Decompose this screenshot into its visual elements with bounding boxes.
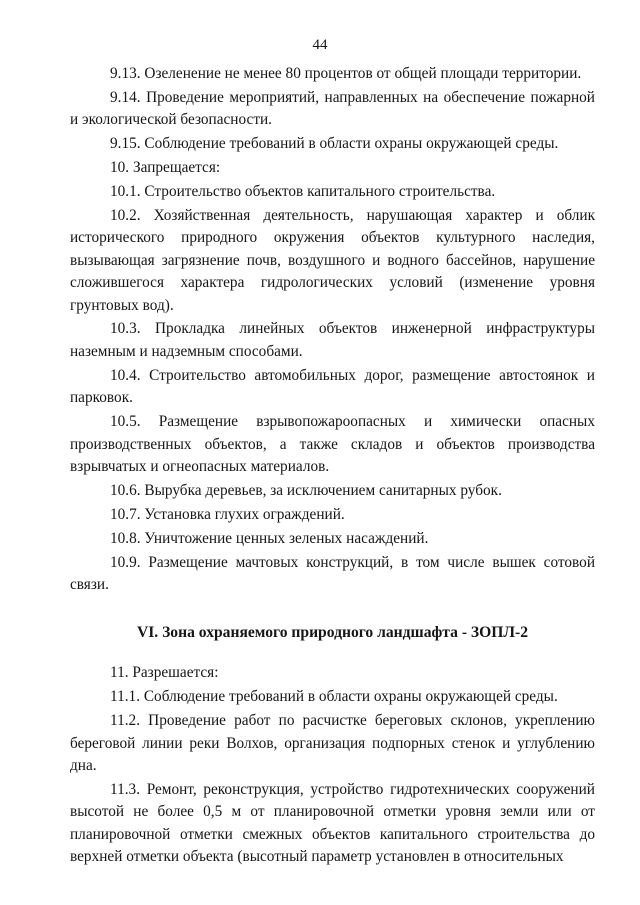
- paragraph-10-heading: 10. Запрещается:: [110, 159, 221, 177]
- paragraph-11-2: 11.2. Проведение работ по расчистке береговых склонов, укреплению береговой линии реки Волхов, организация подпорных стенок и углублению дна.: [70, 712, 595, 774]
- paragraph-11-heading: 11. Разрешается:: [110, 664, 219, 682]
- paragraph-10-1: 10.1. Строительство объектов капитального строительства.: [110, 183, 496, 201]
- paragraph-11-3: 11.3. Ремонт, реконструкция, устройство гидротехнических сооружений высотой не более 0,5 м от планировочной отметки уровня земли или от планировочной отметки смежных объектов капитального строительства до верхней отметки объекта (высотный параметр установлен в относительных: [70, 780, 595, 866]
- paragraph-10-8: 10.8. Уничтожение ценных зеленых насаждений.: [110, 529, 429, 547]
- paragraph-11-1: 11.1. Соблюдение требований в области охраны окружающей среды.: [110, 688, 558, 706]
- paragraph-9-14: 9.14. Проведение мероприятий, направленных на обеспечение пожарной и экологической безопасности.: [70, 88, 595, 129]
- paragraph-10-3: 10.3. Прокладка линейных объектов инженерной инфраструктуры наземным и надземным способами.: [70, 320, 595, 360]
- paragraph-9-13: 9.13. Озеленение не менее 80 процентов от общей площади территории.: [110, 65, 582, 82]
- paragraph-10-2: 10.2. Хозяйственная деятельность, нарушающая характер и облик исторического природного окружения объектов культурного наследия, вызывающая загрязнение почв, воздушного и водного бассейнов, нарушение сложившегося характера гидрологических условий (изменение уровня грунтовых вод).: [70, 206, 595, 314]
- paragraph-10-5: 10.5. Размещение взрывопожароопасных и химически опасных производственных объектов, а также складов и объектов производства взрывчатых и огнеопасных материалов.: [70, 413, 595, 475]
- section-heading: VI. Зона охраняемого природного ландшафта - ЗОПЛ-2: [136, 624, 529, 642]
- paragraph-10-4: 10.4. Строительство автомобильных дорог, размещение автостоянок и парковок.: [70, 366, 595, 407]
- document-body: [70, 63, 595, 869]
- paragraph-10-6: 10.6. Вырубка деревьев, за исключением санитарных рубок.: [110, 481, 502, 499]
- page-number: 44: [312, 37, 328, 53]
- paragraph-9-15: 9.15. Соблюдение требований в области охраны окружающей среды.: [110, 135, 559, 153]
- paragraph-10-7: 10.7. Установка глухих ограждений.: [110, 505, 345, 523]
- paragraph-10-9: 10.9. Размещение мачтовых конструкций, в том числе вышек сотовой связи.: [70, 553, 595, 593]
